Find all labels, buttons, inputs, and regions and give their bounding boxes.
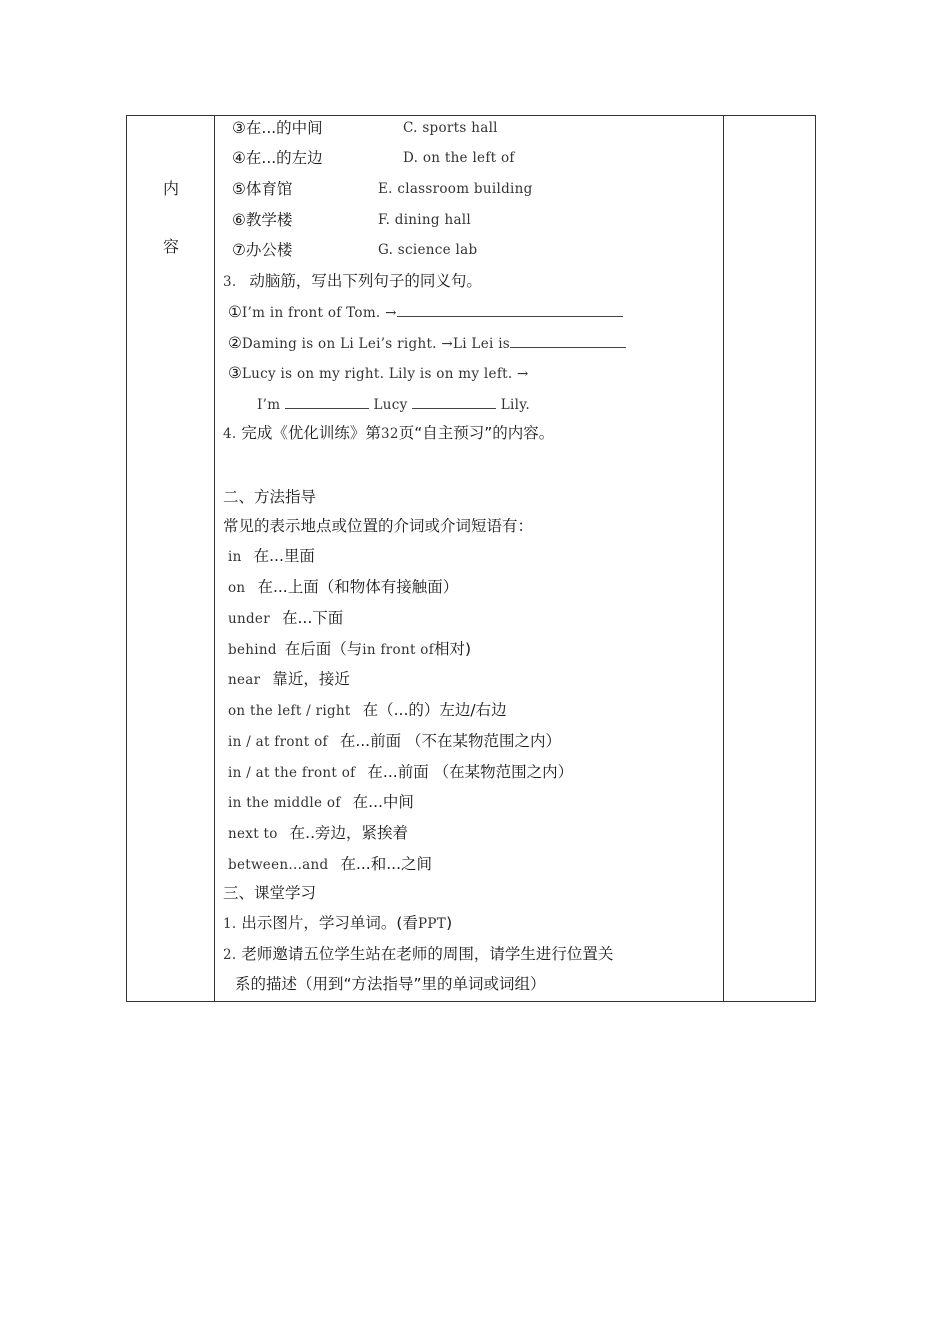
task3-title: 动脑筋，写出下列句子的同义句。 [249, 272, 482, 290]
phrase-en: in front of [362, 642, 435, 658]
phrase-cn: 在...前面 （在某物范围之内） [367, 763, 574, 781]
phrase-cn: 在..旁边，紧挨着 [289, 824, 409, 842]
answer-blank[interactable] [510, 333, 626, 348]
task3-item [228, 302, 623, 323]
phrase-en: on the left / right [228, 703, 351, 719]
phrase-en: between...and [228, 857, 329, 873]
fill-word: Lucy [373, 397, 408, 413]
phrase-en: behind [228, 642, 277, 658]
phrase-en: under [228, 611, 270, 627]
task3-fill-line [257, 394, 530, 415]
side-label-char: 内 [163, 179, 180, 198]
phrase-cn: 靠近，接近 [272, 670, 350, 688]
task4-number: 4. [223, 426, 237, 442]
task3-item [228, 363, 529, 384]
item-en: PPT [417, 916, 447, 932]
item-text: 老师邀请五位学生站在老师的周围，请学生进行位置关 [241, 945, 614, 963]
vocab-cn: ⑤体育馆 [232, 180, 293, 198]
phrase-row [228, 700, 507, 721]
section2-heading: 二、方法指导 [223, 488, 317, 506]
task3-number: 3. [223, 274, 237, 290]
phrase-row [228, 731, 561, 752]
task3-item [228, 333, 626, 354]
answer-blank[interactable] [285, 394, 369, 409]
item-text: Lucy is on my right. Lily is on my left. → [241, 366, 529, 382]
column-divider [723, 116, 724, 1001]
section3-heading: 三、课堂学习 [223, 884, 317, 902]
vocab-en: E. classroom building [378, 181, 533, 197]
vocab-cn: ⑥教学楼 [232, 211, 293, 229]
phrase-cn: 在...里面 [253, 547, 315, 565]
phrase-row [228, 823, 408, 844]
section2-intro: 常见的表示地点或位置的介词或介词短语有： [223, 517, 534, 535]
phrase-en: in / at front of [228, 734, 328, 750]
task4-text: 完成《优化训练》第 [241, 424, 381, 442]
phrase-cn: 在（...的）左边/右边 [362, 701, 507, 719]
phrase-cn: 在后面（与 [284, 640, 363, 658]
phrase-en: near [228, 672, 261, 688]
vocab-en: C. sports hall [403, 120, 498, 136]
item-text: 出示图片，学习单词。(看 [241, 914, 418, 932]
phrase-en: in / at the front of [228, 765, 356, 781]
phrase-cn: 在...和...之间 [340, 855, 433, 873]
section3-item [223, 944, 613, 965]
vocab-cn: ⑦办公楼 [232, 241, 293, 259]
item-number: ① [228, 303, 242, 321]
item-text: I’m in front of Tom. → [241, 305, 397, 321]
phrase-row [228, 546, 315, 567]
phrase-cn: 相对) [434, 640, 472, 658]
vocab-en: G. science lab [378, 242, 478, 258]
side-label-char: 容 [163, 237, 180, 256]
phrase-cn: 在...前面 （不在某物范围之内） [339, 732, 562, 750]
task3-heading [223, 271, 482, 292]
section3-item [223, 913, 452, 934]
phrase-row [228, 608, 343, 629]
phrase-row [228, 792, 414, 813]
phrase-row [228, 854, 432, 875]
task4 [223, 423, 554, 444]
vocab-en: D. on the left of [403, 150, 515, 166]
phrase-en: on [228, 580, 246, 596]
column-divider [214, 116, 215, 1001]
phrase-en: in [228, 549, 242, 565]
answer-blank[interactable] [412, 394, 496, 409]
phrase-en: next to [228, 826, 278, 842]
fill-word: Lily. [500, 397, 530, 413]
phrase-row [228, 762, 573, 783]
answer-blank[interactable] [397, 302, 623, 317]
phrase-cn: 在...中间 [352, 793, 414, 811]
phrase-row [228, 577, 458, 598]
item-number: ② [228, 334, 242, 352]
phrase-row [228, 639, 471, 660]
item-number: ③ [228, 364, 242, 382]
task4-page: 32 [380, 426, 399, 442]
item-end: ) [446, 914, 453, 932]
item-number: 1. [223, 916, 237, 932]
item-text: Daming is on Li Lei’s right. →Li Lei is [241, 336, 511, 352]
phrase-cn: 在...下面 [281, 609, 344, 627]
phrase-en: in the middle of [228, 795, 341, 811]
vocab-en: F. dining hall [378, 212, 472, 228]
vocab-cn: ④在...的左边 [232, 149, 323, 167]
task4-text2: 页“自主预习”的内容。 [398, 424, 555, 442]
section3-item-cont: 系的描述（用到“方法指导”里的单词或词组） [235, 975, 546, 993]
phrase-row [228, 669, 350, 690]
item-number: 2. [223, 947, 237, 963]
phrase-cn: 在...上面（和物体有接触面） [257, 578, 459, 596]
fill-word: I’m [257, 397, 281, 413]
vocab-cn: ③在...的中间 [232, 119, 323, 137]
